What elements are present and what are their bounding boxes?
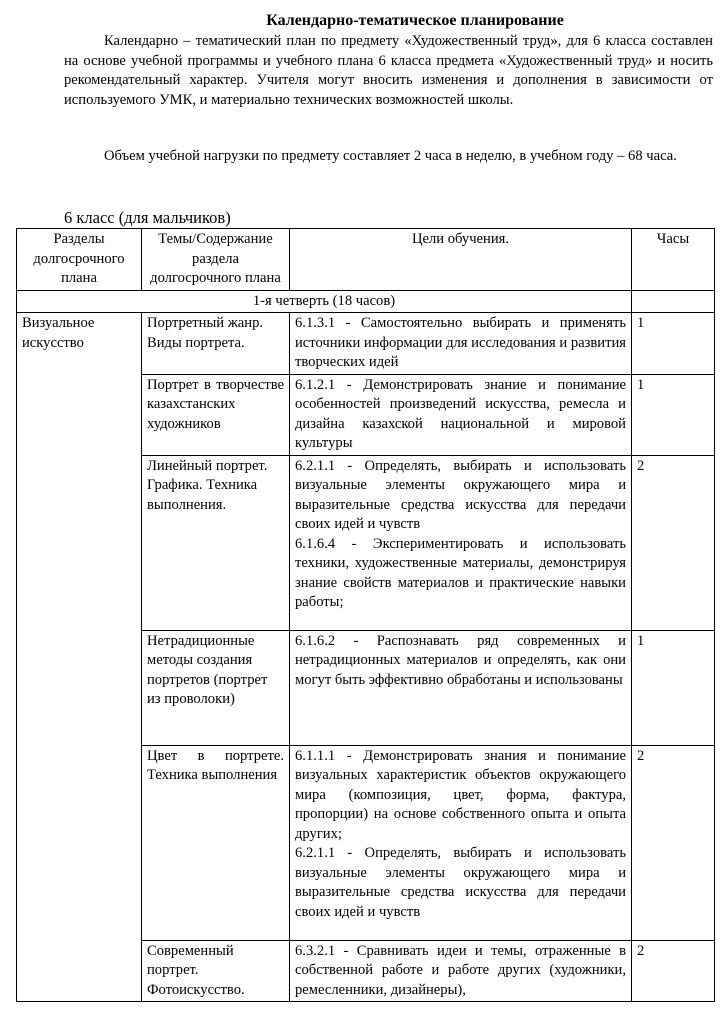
goal-item: 6.2.1.1 - Определять, выбирать и использовать визуальные элементы окружающего мира и выразительные средства искусства для передачи своих идей и чувств [295,845,626,920]
topic-cell: Портретный жанр. Виды портрета. [142,313,290,375]
goals-cell [290,745,632,940]
goal-item: 6.1.6.4 - Экспериментировать и использовать техники, художественные материалы, демонстрируя знание свойств материалов и практические навыки работы; [295,535,626,610]
quarter-label: 1-я четверть (18 часов) [17,290,632,313]
page-title: Календарно-тематическое планирование [266,12,564,29]
hours-cell: 1 [632,630,715,745]
topic-cell: Линейный портрет. Графика. Техника выполнения. [142,455,290,630]
table-header-row [17,229,715,291]
goals-cell [290,630,632,745]
quarter-hours-empty [632,290,715,313]
intro-paragraph-1: Календарно – тематический план по предмету «Художественный труд», для 6 класса составлен на основе учебной программы и учебного плана 6 класса предмета «Художественный труд» и носить рекомендательный характер. Учителя могут вносить изменения и дополнения в зависимости от используемого УМК, и материально технических возможностей школы. [64,33,713,108]
class-label: 6 класс (для мальчиков) [64,208,231,227]
planning-table [16,228,715,1002]
section-cell: Визуальное искусство [17,313,142,1002]
intro-paragraph-2: Объем учебной нагрузки по предмету составляет 2 часа в неделю, в учебном году – 68 часа. [104,148,677,164]
goals-cell [290,374,632,455]
topic-cell: Цвет в портрете. Техника выполнения [142,745,290,940]
topic-cell: Нетрадиционные методы создания портретов (портрет из проволоки) [142,630,290,745]
hours-cell: 2 [632,745,715,940]
header-hours: Часы [632,229,715,291]
quarter-row [17,290,715,313]
goal-item: 6.2.1.1 - Определять, выбирать и использовать визуальные элементы окружающего мира и выразительные средства искусства для передачи своих идей и чувств [295,457,626,532]
header-topic: Темы/Содержание раздела долгосрочного плана [142,229,290,291]
topic-cell: Современный портрет. Фотоискусство. [142,940,290,1002]
goals-cell [290,455,632,630]
header-section: Разделы долгосрочного плана [17,229,142,291]
goals-cell [290,940,632,1002]
hours-cell: 2 [632,940,715,1002]
goal-item: 6.1.3.1 - Самостоятельно выбирать и применять источники информации для исследования и развития творческих идей [295,315,626,370]
hours-cell: 1 [632,313,715,375]
topic-cell: Портрет в творчестве казахстанских художников [142,374,290,455]
hours-cell: 1 [632,374,715,455]
goal-item: 6.1.6.2 - Распознавать ряд современных и нетрадиционных материалов и определять, как они могут быть эффективно обработаны и использованы [295,632,626,688]
goal-item: 6.1.1.1 - Демонстрировать знания и понимание визуальных характеристик объектов окружающего мира (композиция, цвет, форма, фактура, пропорции) на основе собственного опыта и опыта других; [295,747,626,842]
goal-item: 6.1.2.1 - Демонстрировать знание и понимание особенностей произведений искусства, ремесла и дизайна казахской национальной и мировой культуры [295,376,626,451]
hours-cell: 2 [632,455,715,630]
goal-item: 6.3.2.1 - Сравнивать идеи и темы, отраженные в собственной работе и работе других (художники, ремесленники, дизайнеры), [295,942,626,998]
table-row [17,313,715,375]
header-goals: Цели обучения. [290,229,632,291]
goals-cell [290,313,632,375]
